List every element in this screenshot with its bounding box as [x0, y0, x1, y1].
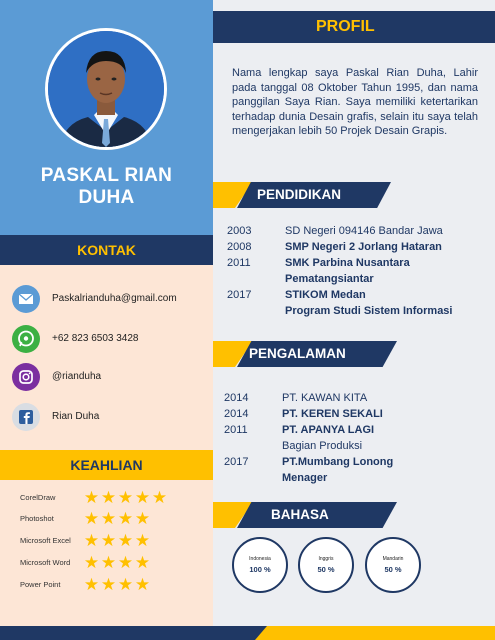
pengalaman-year: 2014 [224, 392, 249, 404]
contact-facebook-text: Rian Duha [52, 411, 100, 422]
skill-row [0, 509, 213, 529]
name-line-1: PASKAL RIAN [40, 165, 173, 186]
pendidikan-year: 2003 [227, 225, 252, 237]
profile-photo-frame [45, 28, 167, 150]
pendidikan-school: SMK Parbina Nusantara [285, 257, 410, 269]
bahasa-inggris [298, 537, 354, 593]
pengalaman-company: PT. KEREN SEKALI [282, 408, 383, 420]
profile-photo [48, 31, 164, 147]
pengalaman-role: Menager [282, 472, 328, 484]
skill-rating [83, 553, 151, 573]
pengalaman-company: PT.Mumbang Lonong [282, 456, 394, 468]
left-column [0, 0, 213, 640]
pengalaman-company: PT. APANYA LAGI [282, 424, 375, 436]
pendidikan-school: SMP Negeri 2 Jorlang Hataran [285, 241, 442, 253]
skill-row [0, 575, 213, 595]
bahasa-level: 50 % [384, 565, 402, 574]
skill-name: Photoshot [20, 514, 54, 523]
bahasa-language: Mandarin [382, 556, 404, 562]
star-icon: ★ [83, 575, 100, 594]
bahasa-mandarin [365, 537, 421, 593]
contact-facebook[interactable] [12, 403, 212, 431]
star-icon: ★ [100, 488, 117, 507]
contact-instagram-text: @rianduha [52, 371, 102, 382]
full-name [0, 165, 213, 209]
pendidikan-year: 2011 [227, 257, 251, 269]
profil-text: Nama lengkap saya Paskal Rian Duha, Lahir pada tanggal 08 Oktober Tahun 1995, dan nama panggilan Saya Rian. Saya memiliki ketertarikan terhadap dunia Desain grafis, selain itu saya telah mengerjakan lebih 50 Projek Desain Grapis. [232, 67, 478, 137]
pengalaman-heading: PENGALAMAN [249, 346, 346, 361]
footer-accent [255, 626, 495, 640]
pengalaman-company: PT. KAWAN KITA [282, 392, 368, 404]
star-icon: ★ [134, 509, 151, 528]
skill-rating [83, 531, 151, 551]
contact-email-text: Paskalrianduha@gmail.com [52, 293, 177, 304]
star-icon: ★ [134, 488, 151, 507]
star-icon: ★ [134, 531, 151, 550]
bahasa-language: Inggris [318, 556, 334, 562]
pengalaman-year: 2014 [224, 408, 249, 420]
skill-name: Microsoft Word [20, 558, 71, 567]
skill-rating [83, 488, 168, 508]
star-icon: ★ [117, 531, 134, 550]
email-icon [12, 285, 40, 313]
header-panel [0, 0, 213, 235]
skill-row [0, 553, 213, 573]
bahasa-level: 100 % [249, 565, 271, 574]
pengalaman-heading-bar [213, 341, 413, 367]
kontak-heading: KONTAK [0, 235, 213, 265]
skill-row [0, 531, 213, 551]
bahasa-level: 50 % [317, 565, 335, 574]
bahasa-heading: BAHASA [271, 507, 329, 522]
star-icon: ★ [83, 509, 100, 528]
contact-whatsapp-text: +62 823 6503 3428 [52, 333, 139, 344]
pengalaman-year: 2011 [224, 424, 248, 436]
skill-rating [83, 509, 151, 529]
whatsapp-icon [12, 325, 40, 353]
skill-name: Power Point [20, 580, 61, 589]
contact-instagram[interactable] [12, 363, 212, 391]
star-icon: ★ [117, 575, 134, 594]
pengalaman-role: Bagian Produksi [282, 440, 363, 452]
pendidikan-heading: PENDIDIKAN [257, 187, 342, 202]
pendidikan-school: STIKOM Medan [285, 289, 366, 301]
pendidikan-school: SD Negeri 094146 Bandar Jawa [285, 225, 443, 237]
pengalaman-year: 2017 [224, 456, 249, 468]
star-icon: ★ [83, 553, 100, 572]
star-icon: ★ [117, 553, 134, 572]
star-icon: ★ [134, 575, 151, 594]
star-icon: ★ [117, 488, 134, 507]
star-icon: ★ [100, 553, 117, 572]
instagram-icon [12, 363, 40, 391]
star-icon: ★ [83, 488, 100, 507]
pendidikan-heading-bar [213, 182, 413, 208]
profil-heading: PROFIL [316, 18, 375, 35]
star-icon: ★ [151, 488, 168, 507]
keahlian-heading: KEAHLIAN [0, 450, 213, 480]
facebook-icon [12, 403, 40, 431]
skill-name: Microsoft Excel [20, 536, 71, 545]
pendidikan-year: 2017 [227, 289, 252, 301]
star-icon: ★ [134, 553, 151, 572]
star-icon: ★ [117, 509, 134, 528]
pendidikan-year: 2008 [227, 241, 252, 253]
star-icon: ★ [100, 509, 117, 528]
skill-row [0, 488, 213, 508]
skill-name: CorelDraw [20, 493, 56, 502]
bahasa-language: Indonesia [249, 556, 271, 562]
skill-rating [83, 575, 151, 595]
star-icon: ★ [100, 531, 117, 550]
contact-whatsapp[interactable] [12, 325, 212, 353]
name-line-2: DUHA [78, 187, 135, 208]
bahasa-heading-bar [213, 502, 413, 528]
pendidikan-school-detail: Program Studi Sistem Informasi [285, 305, 453, 317]
pendidikan-school-detail: Pematangsiantar [285, 273, 374, 285]
bahasa-indonesia [232, 537, 288, 593]
star-icon: ★ [83, 531, 100, 550]
star-icon: ★ [100, 575, 117, 594]
contact-email[interactable] [12, 285, 212, 313]
